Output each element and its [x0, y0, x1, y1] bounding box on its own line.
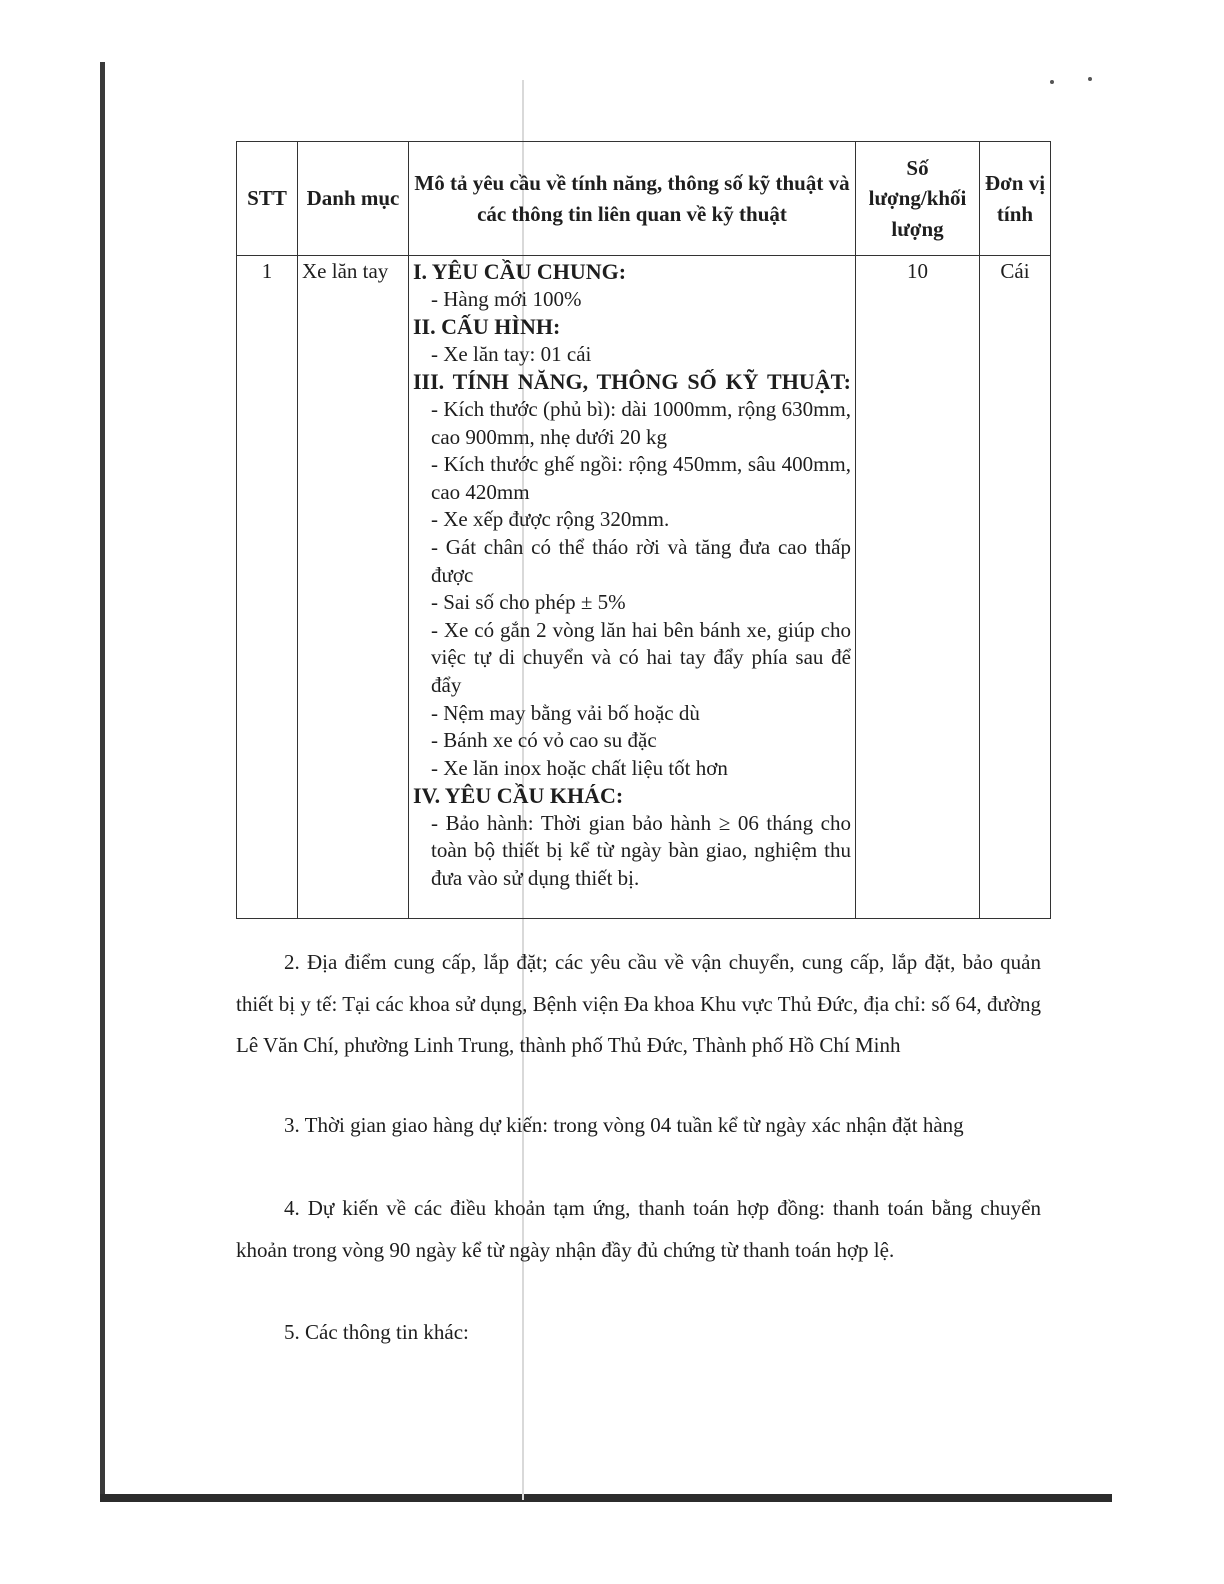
list-item: - Kích thước (phủ bì): dài 1000mm, rộng 630mm, cao 900mm, nhẹ dưới 20 kg — [431, 396, 851, 449]
cell-description — [409, 256, 856, 919]
table-row — [237, 256, 1051, 919]
list-item: - Gát chân có thể tháo rời và tăng đưa cao thấp được — [431, 534, 851, 587]
paragraph-location — [236, 942, 1041, 1067]
paragraph-other-info — [236, 1312, 1041, 1354]
header-description: Mô tả yêu cầu về tính năng, thông số kỹ thuật và các thông tin liên quan về kỹ thuật — [409, 142, 856, 256]
section-other-title: IV. YÊU CẦU KHÁC: — [413, 783, 624, 809]
section-config-title: II. CẤU HÌNH: — [413, 314, 561, 340]
spec-table — [236, 141, 1051, 919]
header-unit: Đơn vị tính — [980, 142, 1051, 256]
cell-quantity: 10 — [856, 256, 980, 919]
scan-speck — [1050, 80, 1054, 84]
section-general-title: I. YÊU CẦU CHUNG: — [413, 259, 627, 284]
header-category: Danh mục — [298, 142, 409, 256]
table-header-row — [237, 142, 1051, 256]
header-quantity: Số lượng/khối lượng — [856, 142, 980, 256]
paragraph-payment-terms — [236, 1188, 1041, 1271]
cell-unit: Cái — [980, 256, 1051, 919]
list-item: - Xe có gắn 2 vòng lăn hai bên bánh xe, giúp cho việc tự di chuyển và có hai tay đẩy phía sau để đẩy — [431, 617, 851, 697]
cell-stt: 1 — [237, 256, 298, 919]
paragraph-text: 5. Các thông tin khác: — [284, 1320, 469, 1344]
paragraph-text: 4. Dự kiến về các điều khoản tạm ứng, thanh toán hợp đồng: thanh toán bằng chuyển khoản trong vòng 90 ngày kể từ ngày nhận đầy đủ chứng từ thanh toán hợp lệ. — [236, 1196, 1041, 1262]
list-item: - Sai số cho phép ± 5% — [431, 590, 626, 615]
list-item: - Bánh xe có vỏ cao su đặc — [431, 728, 657, 753]
header-stt: STT — [237, 142, 298, 256]
list-item: - Xe lăn inox hoặc chất liệu tốt hơn — [431, 755, 728, 780]
scan-edge-left — [100, 62, 105, 1502]
section-specs-title: III. TÍNH NĂNG, THÔNG SỐ KỸ THUẬT: — [413, 369, 851, 395]
paragraph-delivery-time — [236, 1105, 1041, 1147]
scan-speck — [1088, 77, 1092, 81]
paragraph-text: 2. Địa điểm cung cấp, lắp đặt; các yêu cầu về vận chuyển, cung cấp, lắp đặt, bảo quản thiết bị y tế: Tại các khoa sử dụng, Bệnh viện Đa khoa Khu vực Thủ Đức, địa chỉ: số 64, đường Lê Văn Chí, phường Linh Trung, thành phố Thủ Đức, Thành phố Hồ Chí Minh — [236, 950, 1041, 1057]
paragraph-text: 3. Thời gian giao hàng dự kiến: trong vòng 04 tuần kể từ ngày xác nhận đặt hàng — [284, 1113, 964, 1137]
list-item: - Xe lăn tay: 01 cái — [431, 341, 592, 366]
cell-category: Xe lăn tay — [298, 256, 409, 919]
list-item: - Kích thước ghế ngồi: rộng 450mm, sâu 400mm, cao 420mm — [431, 452, 851, 504]
list-item: - Xe xếp được rộng 320mm. — [431, 507, 670, 532]
list-item: - Hàng mới 100% — [431, 286, 582, 311]
scan-edge-bottom — [100, 1494, 1112, 1502]
list-item: - Bảo hành: Thời gian bảo hành ≥ 06 tháng cho toàn bộ thiết bị kể từ ngày bàn giao, nghiệm thu đưa vào sử dụng thiết bị. — [431, 810, 851, 891]
list-item: - Nệm may bằng vải bố hoặc dù — [431, 700, 700, 725]
